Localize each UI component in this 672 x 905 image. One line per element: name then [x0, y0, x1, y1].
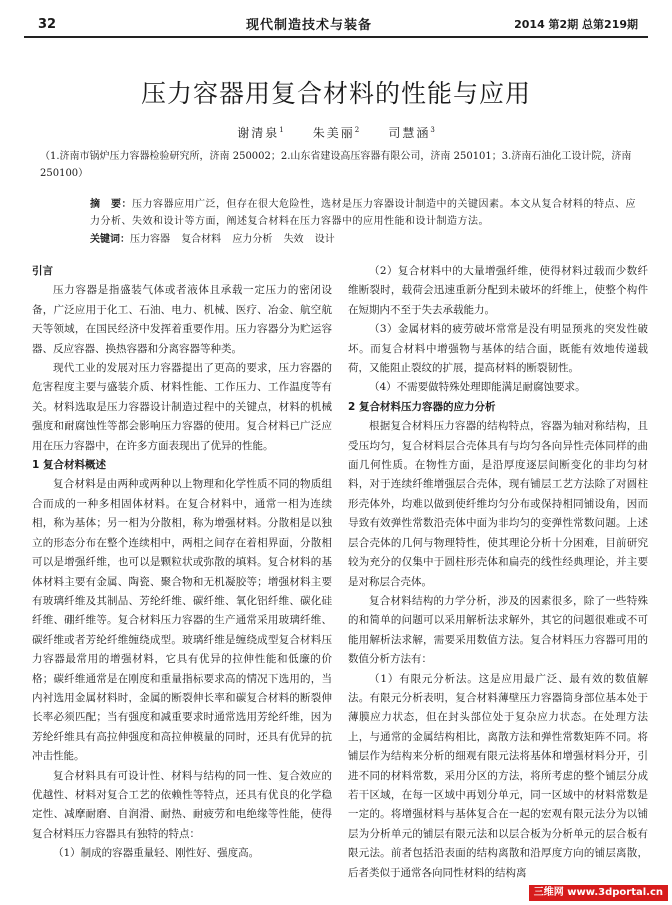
body-paragraph: （4）不需要做特殊处理即能满足耐腐蚀要求。 [369, 381, 586, 394]
abstract-text: 压力容器应用广泛，但存在很大危险性，选材是压力容器设计制造中的关键因素。本文从复合材料的特点、应力分析、失效和设计等方面，阐述复合材料在压力容器中的应用性能和设计制造方法。 [90, 199, 636, 227]
keyword: 应力分析 [232, 234, 273, 245]
body-paragraph: 现代工业的发展对压力容器提出了更高的要求，压力容器的危害程度主要与盛装介质、材料性能、工作压力、工作温度等有关。材料选取是压力容器设计制造过程中的关键点，材料的机械强度和耐腐蚀性等都会影响压力容器的使用。复合材料已广泛应用在压力容器中，在许多方面表现出了优异的性能。 [32, 362, 332, 452]
right-column [348, 262, 648, 883]
author-affil-mark: 2 [354, 126, 360, 134]
keyword: 压力容器 [130, 234, 170, 245]
body-paragraph: 复合材料具有可设计性、材料与结构的同一性、复合效应的优越性、材料对复合工艺的依赖性等特点，还具有优良的化学稳定性、减摩耐磨、自润滑、耐热、耐疲劳和电绝缘等性能，使得复合材料压力容器具有独特的特点： [32, 769, 332, 840]
author-name: 司慧涵 [388, 126, 431, 140]
body-paragraph: （2）复合材料中的大量增强纤维，使得材料过载而少数纤维断裂时，载荷会迅速重新分配到未破坏的纤维上，使整个构件在短期内不至于失去承载能力。 [348, 265, 648, 316]
keyword: 设计 [314, 234, 335, 245]
author-affil-mark: 1 [279, 126, 284, 134]
affiliations: （1.济南市锅炉压力容器检验研究所，济南 250002；2.山东省建设高压容器有限公司，济南 250101；3.济南石油化工设计院，济南 250100） [40, 151, 632, 179]
body-paragraph: （1）制成的容器重量轻、刚性好、强度高。 [53, 847, 260, 860]
body-paragraph: 复合材料结构的力学分析，涉及的因素很多，除了一些特殊的和简单的问题可以采用解析法求解外，其它的问题很难或不可能用解析法求解，需要采用数值方法。复合材料压力容器可用的数值分析方法有： [348, 594, 648, 666]
keywords-label: 关键词： [90, 234, 130, 245]
issue-info: 2014 第2期 总第219期 [514, 18, 638, 31]
abstract-label: 摘 要： [90, 199, 132, 210]
body-paragraph: 根据复合材料压力容器的结构特点，容器为轴对称结构，且受压均匀，复合材料层合壳体具有与均匀各向异性壳体同样的曲面几何性质。在物性方面，是沿厚度逐层间断变化的非均匀材料，对于连续纤维增强层合壳体，现有铺层工艺方法除了对圆柱形壳体外，均难以做到使纤维均匀分布或保持相同铺设角，因而导致有效弹性常数沿壳体中面为非均匀的变弹性常数问题。上述层合壳体的几何与物理特性，使其理论分析十分困难，目前研究较为充分的仅集中于圆柱形壳体和扁壳的线性经典理论，并主要是对称层合壳体。 [348, 420, 648, 588]
paper-title: 压力容器用复合材料的性能与应用 [140, 79, 531, 108]
watermark-logo: 三维网 www.3dportal.cn [529, 885, 668, 901]
left-column [32, 262, 332, 864]
keyword: 失效 [283, 234, 304, 245]
body-paragraph: （3）金属材料的疲劳破坏常常是没有明显预兆的突发性破坏。而复合材料中增强物与基体的结合面，既能有效地传递载荷，又能阻止裂纹的扩展，提高材料的断裂韧性。 [348, 323, 648, 375]
section-heading: 1 复合材料概述 [32, 459, 106, 472]
section-heading: 引言 [32, 265, 53, 277]
body-paragraph: （1）有限元分析法。这是应用最广泛、最有效的数值解法。有限元分析表明，复合材料薄壁压力容器筒身部位基本处于薄膜应力状态，但在封头部位处于复杂应力状态。在处理方法上，与通常的金属结构相比，离散方法和弹性常数矩阵不同。将铺层作为结构来分析的细观有限元法将基体和增强材料分开，引进不同的材料常数，采用分区的方法，将所考虑的整个铺层分成若干区域，在每一区域中再划分单元，同一区域中的材料常数是一定的。将增强材料与基体复合在一起的宏观有限元法分为以铺层为分析单元的铺层有限元法和以层合板为分析单元的层合板有限元法。前者包括沿表面的结构离散和沿厚度方向的铺层离散，后者类似于通常各向同性材料的结构离 [348, 672, 648, 879]
abstract [90, 196, 644, 230]
running-header [24, 10, 648, 38]
body-paragraph: 复合材料是由两种或两种以上物理和化学性质不同的物质组合而成的一种多相固体材料。在复合材料中，通常一相为连续相，称为基体；另一相为分散相，称为增强材料。分散相是以独立的形态分布在整个连续相中，两相之间存在着相界面，分散相可以是增强纤维，也可以是颗粒状或弥散的填料。复合材料的基体材料主要有金属、陶瓷、聚合物和无机凝胶等；增强材料主要有玻璃纤维及其制品、芳纶纤维、碳纤维、氧化铝纤维、碳化硅纤维、硼纤维等。复合材料压力容器的生产通常采用玻璃纤维、碳纤维或者芳纶纤维缠绕成型。玻璃纤维是缠绕成型复合材料压力容器最常用的增强材料，它具有优异的拉伸性能和低廉的价格；碳纤维通常是在刚度和重量指标要求高的情况下选用的，当内衬选用金属材料时，金属的断裂伸长率和碳复合材料的断裂伸长率必须匹配；当有强度和减重要求时通常选用芳纶纤维，因为芳纶纤维具有高拉伸强度和高拉伸模量的同时，还具有优异的抗冲击性能。 [32, 478, 332, 763]
author-list [0, 124, 672, 141]
author-name: 朱美丽 [312, 126, 355, 140]
author-affil-mark: 3 [430, 126, 435, 134]
journal-name: 现代制造技术与装备 [246, 18, 373, 33]
author-name: 谢清泉 [237, 126, 280, 140]
keyword: 复合材料 [181, 234, 222, 245]
section-heading: 2 复合材料压力容器的应力分析 [348, 400, 496, 413]
page-number: 32 [38, 17, 57, 32]
keywords [90, 232, 644, 248]
body-paragraph: 压力容器是指盛装气体或者液体且承载一定压力的密闭设备，广泛应用于化工、石油、电力、机械、医疗、冶金、航空航天等领域，在国民经济中发挥着重要作用。压力容器分为贮运容器、反应容器、换热容器和分离容器等种类。 [32, 284, 332, 355]
